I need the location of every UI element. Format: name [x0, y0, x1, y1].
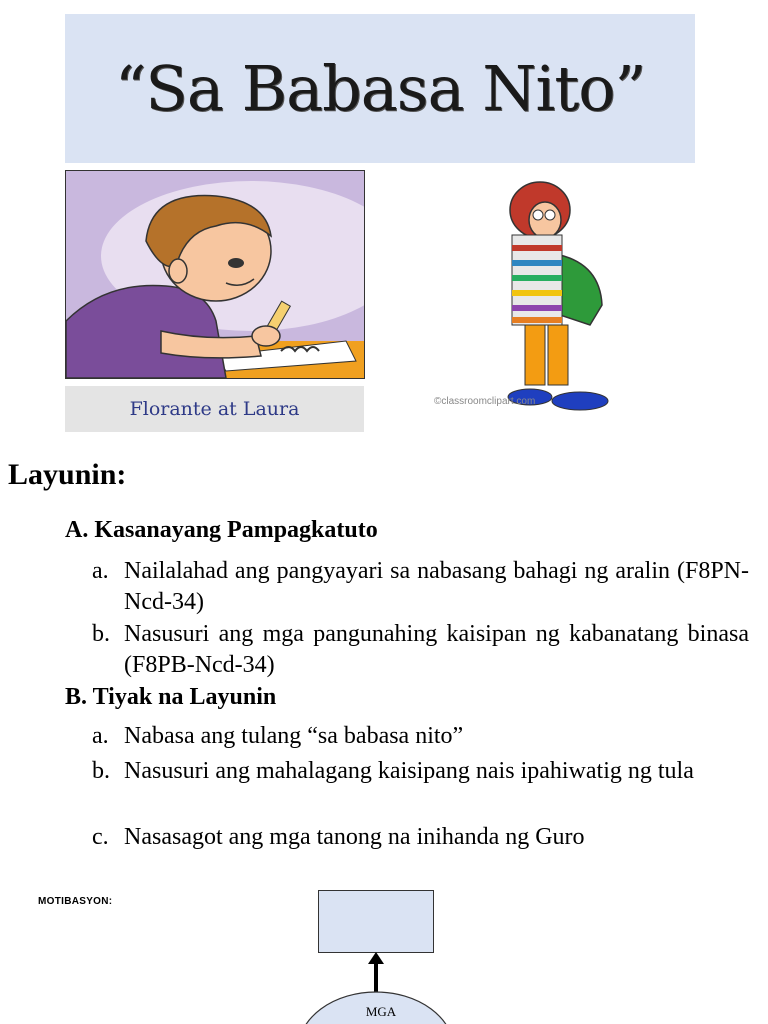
arrow-up-icon — [366, 952, 386, 992]
item-marker: a. — [92, 558, 109, 584]
motivation-label: MOTIBASYON: — [38, 896, 113, 907]
section-a-title: A. Kasanayang Pampagkatuto — [65, 517, 378, 543]
item-text: Nailalahad ang pangyayari sa nabasang bahagi ng aralin (F8PN-Ncd-34) — [124, 558, 749, 615]
list-item — [92, 556, 749, 618]
list-item — [92, 721, 749, 752]
circle-label: MGA — [365, 1004, 397, 1019]
item-marker: a. — [92, 723, 109, 749]
copyright-text: ©classroomclipart.com — [434, 396, 536, 407]
item-marker: b. — [92, 758, 110, 784]
image-caption — [65, 386, 364, 432]
person-carrying-books-icon — [490, 175, 620, 415]
list-item — [92, 756, 749, 787]
list-item — [92, 619, 749, 681]
diagram-box — [318, 890, 434, 953]
item-text: Nasusuri ang mahalagang kaisipang nais ipahiwatig ng tula — [124, 758, 694, 784]
item-text: Nabasa ang tulang “sa babasa nito” — [124, 723, 464, 749]
page-title: “Sa Babasa Nito” — [114, 52, 646, 125]
section-b-title: B. Tiyak na Layunin — [65, 684, 277, 710]
item-text: Nasasagot ang mga tanong na inihanda ng Guro — [124, 824, 585, 850]
caption-text: Florante at Laura — [129, 398, 300, 420]
list-item — [92, 822, 749, 853]
item-text: Nasusuri ang mga pangunahing kaisipan ng kabanatang binasa (F8PB-Ncd-34) — [124, 621, 749, 678]
objectives-heading: Layunin: — [8, 458, 127, 491]
title-banner — [65, 14, 695, 163]
boy-writing-icon — [65, 170, 365, 379]
item-marker: c. — [92, 824, 109, 850]
item-marker: b. — [92, 621, 110, 647]
